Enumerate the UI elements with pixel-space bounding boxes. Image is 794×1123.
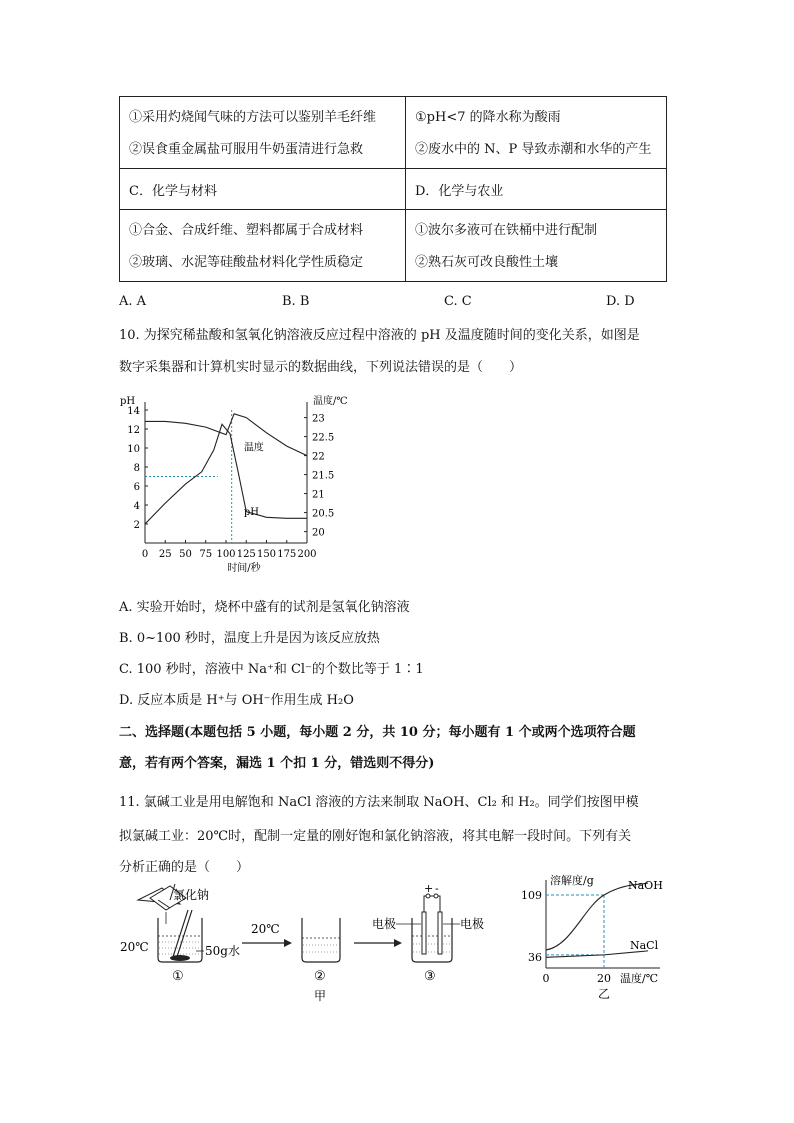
answer-option: B. B bbox=[282, 294, 310, 309]
y-left-axis-title: pH bbox=[120, 396, 136, 407]
q10-option-d: D. 反应本质是 H⁺与 OH⁻作用生成 H₂O bbox=[119, 693, 354, 708]
ph-temperature-chart bbox=[110, 388, 348, 578]
y-right-tick-label: 20.5 bbox=[312, 508, 335, 520]
label-electrode-left: 电极 bbox=[372, 917, 397, 931]
label-water: 50g水 bbox=[205, 944, 240, 958]
y-left-tick-label: 14 bbox=[127, 406, 140, 417]
answer-option: C. C bbox=[444, 294, 472, 309]
section-heading: 二、选择题(本题包括 5 小题，每小题 2 分，共 10 分；每小题有 1 个或两个选项符合题 bbox=[119, 725, 636, 740]
q11-stem-line: 11. 氯碱工业是用电解饱和 NaCl 溶液的方法来制取 NaOH、Cl₂ 和 H₂。同学们按图甲模 bbox=[119, 795, 639, 810]
table-line: ②误食重金属盐可服用牛奶蛋清进行急救 bbox=[129, 142, 364, 157]
table-row bbox=[120, 97, 667, 169]
table-row bbox=[120, 210, 667, 282]
series-label-ph: pH bbox=[243, 506, 259, 518]
table-cell bbox=[120, 210, 406, 282]
series-line-pH bbox=[145, 424, 307, 524]
x-tick-label: 100 bbox=[216, 549, 236, 560]
q11-stem-line: 分析正确的是（ ） bbox=[119, 860, 250, 875]
y-right-tick-label: 23 bbox=[312, 413, 325, 425]
y-left-tick-label: 10 bbox=[127, 444, 140, 455]
x-tick-label: 175 bbox=[277, 549, 297, 560]
label-negative: - bbox=[435, 882, 439, 895]
electrolysis-cell bbox=[396, 894, 460, 962]
beaker-2 bbox=[302, 918, 340, 962]
table-line: ②玻璃、水泥等硅酸盐材料化学性质稳定 bbox=[129, 255, 364, 270]
y-tick-label: 36 bbox=[528, 950, 542, 964]
table-header-cell: C．化学与材料 bbox=[120, 169, 406, 210]
solubility-chart bbox=[520, 872, 680, 1002]
table-line: ①pH<7 的降水称为酸雨 bbox=[415, 110, 561, 125]
y-left-tick-label: 12 bbox=[127, 425, 140, 436]
figure-caption-yi: 乙 bbox=[598, 987, 611, 1001]
y-left-tick-label: 2 bbox=[133, 520, 140, 531]
label-positive: + bbox=[424, 882, 434, 895]
y-right-tick-label: 21 bbox=[312, 489, 325, 501]
table-cell bbox=[406, 210, 667, 282]
x-axis-title: 温度/℃ bbox=[620, 972, 659, 985]
q10-stem-line: 数字采集器和计算机实时显示的数据曲线，下列说法错误的是（ ） bbox=[119, 360, 523, 375]
step-number-2: ② bbox=[314, 969, 326, 984]
electrolysis-apparatus-figure bbox=[110, 878, 500, 1006]
chart-labels bbox=[521, 873, 663, 1001]
x-tick-label: 150 bbox=[256, 549, 277, 560]
x-tick-label: 0 bbox=[141, 549, 149, 560]
figure-caption-jia: 甲 bbox=[314, 989, 327, 1003]
q10-stem-line: 10. 为探究稀盐酸和氢氧化钠溶液反应过程中溶液的 pH 及温度随时间的变化关系，如图是 bbox=[119, 328, 640, 343]
x-tick-label: 0 bbox=[542, 972, 550, 985]
step-number-1: ① bbox=[172, 969, 184, 984]
x-axis-title: 时间/秒 bbox=[227, 563, 261, 574]
label-nacl: 氯化钠 bbox=[173, 888, 210, 902]
q11-stem-line: 拟氯碱工业：20℃时，配制一定量的刚好饱和氯化钠溶液，将其电解一段时间。下列有关 bbox=[119, 829, 632, 844]
y-axis-title: 溶解度/g bbox=[550, 874, 594, 887]
x-tick-label: 200 bbox=[297, 549, 317, 560]
table-header-cell: D．化学与农业 bbox=[406, 169, 667, 210]
answer-option: A. A bbox=[119, 294, 147, 309]
chart-axes bbox=[145, 402, 307, 543]
y-right-tick-label: 21.5 bbox=[312, 470, 335, 482]
step-number-3: ③ bbox=[424, 969, 436, 984]
series-label-naoh: NaOH bbox=[628, 879, 663, 893]
y-left-tick-label: 4 bbox=[133, 501, 140, 512]
series-line-温度 bbox=[145, 414, 307, 456]
y-right-tick-label: 20 bbox=[312, 527, 325, 539]
x-tick-label: 125 bbox=[236, 549, 256, 560]
table-line: ②熟石灰可改良酸性土壤 bbox=[415, 255, 559, 270]
chart-reference-lines bbox=[145, 410, 232, 543]
y-right-axis-title: 温度/℃ bbox=[313, 396, 348, 407]
table-line: ①波尔多液可在铁桶中进行配制 bbox=[415, 223, 598, 238]
label-step-temp: 20℃ bbox=[251, 922, 280, 936]
chart-series bbox=[145, 414, 307, 524]
x-tick-label: 20 bbox=[597, 972, 611, 985]
table-cell bbox=[406, 97, 667, 169]
label-temp-start: 20℃ bbox=[120, 940, 149, 954]
table-cell bbox=[120, 97, 406, 169]
table-line: ①合金、合成纤维、塑料都属于合成材料 bbox=[129, 223, 364, 238]
answer-option: D. D bbox=[606, 294, 635, 309]
series-label-nacl: NaCl bbox=[630, 938, 659, 952]
x-tick-label: 50 bbox=[179, 549, 192, 560]
q10-option-a: A. 实验开始时，烧杯中盛有的试剂是氢氧化钠溶液 bbox=[119, 600, 410, 615]
q10-option-c: C. 100 秒时，溶液中 Na⁺和 Cl⁻的个数比等于 1∶1 bbox=[119, 662, 424, 677]
series-label-temperature: 温度 bbox=[243, 442, 264, 454]
y-right-tick-label: 22 bbox=[312, 451, 325, 463]
x-tick-label: 75 bbox=[199, 549, 213, 560]
y-left-tick-label: 8 bbox=[133, 463, 140, 474]
q10-option-b: B. 0~100 秒时，温度上升是因为该反应放热 bbox=[119, 631, 380, 646]
y-left-tick-label: 6 bbox=[133, 482, 140, 493]
section-heading: 意，若有两个答案，漏选 1 个扣 1 分，错选则不得分) bbox=[119, 756, 435, 771]
x-tick-label: 25 bbox=[158, 549, 172, 560]
table-row bbox=[120, 169, 667, 210]
table-line: ②废水中的 N、P 导致赤潮和水华的产生 bbox=[415, 142, 652, 157]
y-tick-label: 109 bbox=[521, 889, 542, 903]
table-line: ①采用灼烧闻气味的方法可以鉴别羊毛纤维 bbox=[129, 110, 377, 125]
q9-option-table bbox=[119, 96, 667, 282]
y-right-tick-label: 22.5 bbox=[312, 432, 335, 444]
label-electrode-right: 电极 bbox=[460, 917, 485, 931]
